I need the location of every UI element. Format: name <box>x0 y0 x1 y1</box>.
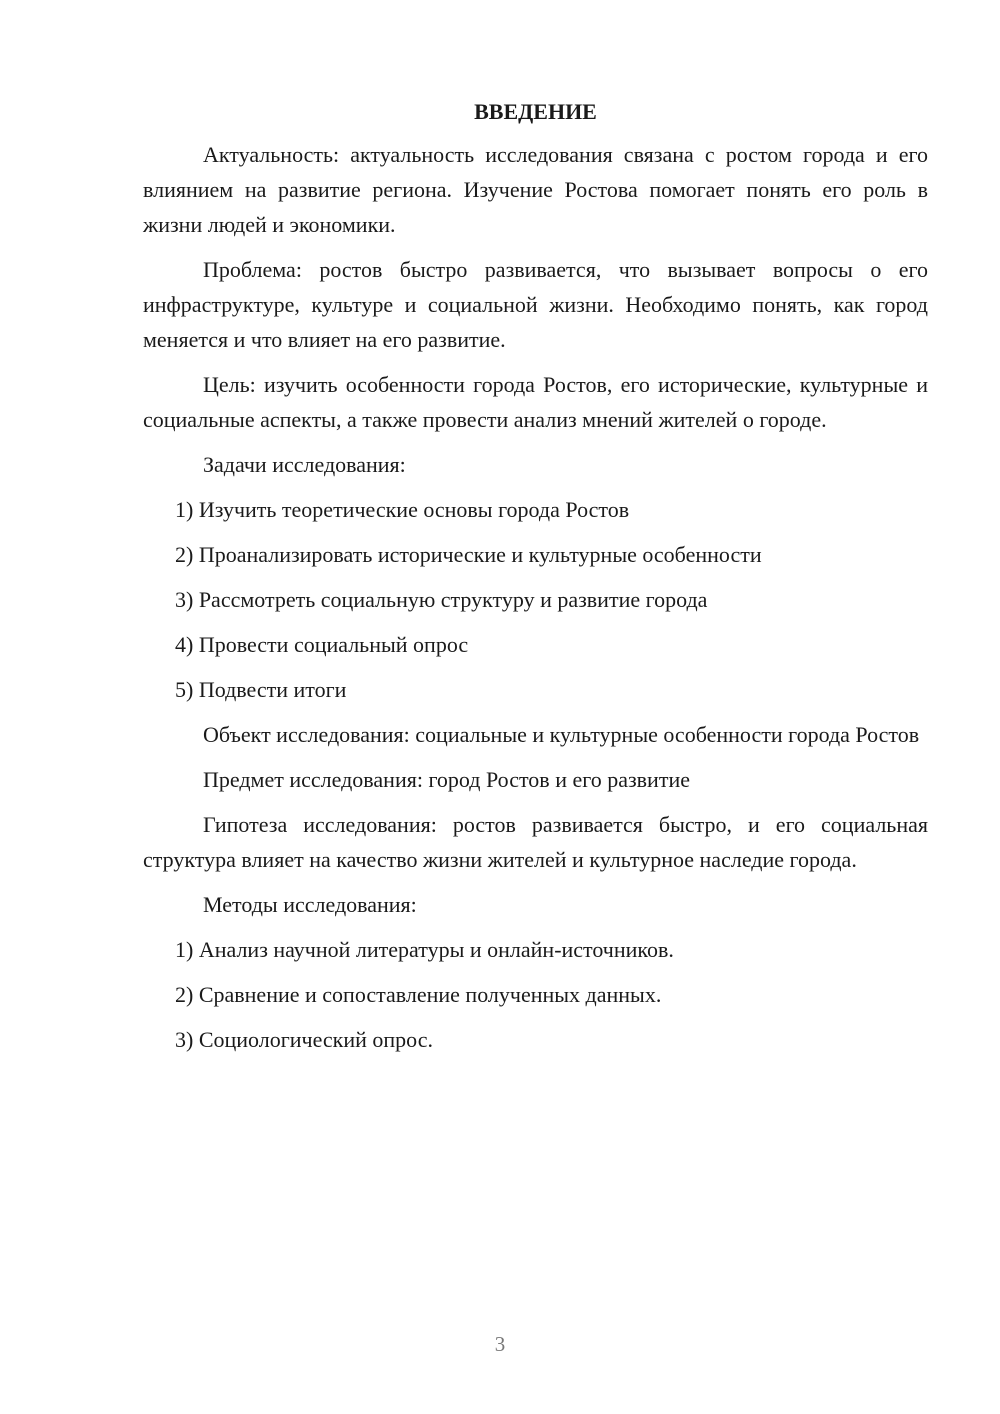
methods-title: Методы исследования: <box>203 892 417 917</box>
list-item: 4) Провести социальный опрос <box>175 632 469 657</box>
subject-paragraph: Предмет исследования: город Ростов и его развитие <box>203 767 690 792</box>
object-paragraph: Объект исследования: социальные и культурные особенности города Ростов <box>203 722 920 747</box>
list-item: 3) Социологический опрос. <box>175 1027 433 1052</box>
tasks-list <box>143 492 928 707</box>
goal-paragraph: Цель: изучить особенности города Ростов, его исторические, культурные и социальные аспекты, а также провести анализ мнений жителей о городе. <box>143 372 928 432</box>
list-item: 5) Подвести итоги <box>175 677 347 702</box>
list-item: 1) Анализ научной литературы и онлайн-источников. <box>175 937 674 962</box>
methods-list <box>143 932 928 1057</box>
relevance-paragraph: Актуальность: актуальность исследования связана с ростом города и его влиянием на развитие региона. Изучение Ростова помогает понять его роль в жизни людей и экономики. <box>143 142 928 237</box>
tasks-title: Задачи исследования: <box>203 452 406 477</box>
page-content <box>143 97 928 1067</box>
section-heading: ВВЕДЕНИЕ <box>474 99 597 124</box>
problem-paragraph: Проблема: ростов быстро развивается, что вызывает вопросы о его инфраструктуре, культуре и социальной жизни. Необходимо понять, как город меняется и что влияет на его развитие. <box>143 257 928 352</box>
list-item: 2) Проанализировать исторические и культурные особенности <box>175 542 762 567</box>
hypothesis-paragraph: Гипотеза исследования: ростов развивается быстро, и его социальная структура влияет на качество жизни жителей и культурное наследие города. <box>143 812 928 872</box>
list-item: 1) Изучить теоретические основы города Ростов <box>175 497 630 522</box>
page-number: 3 <box>494 1332 506 1356</box>
list-item: 3) Рассмотреть социальную структуру и развитие города <box>175 587 708 612</box>
list-item: 2) Сравнение и сопоставление полученных данных. <box>175 982 662 1007</box>
